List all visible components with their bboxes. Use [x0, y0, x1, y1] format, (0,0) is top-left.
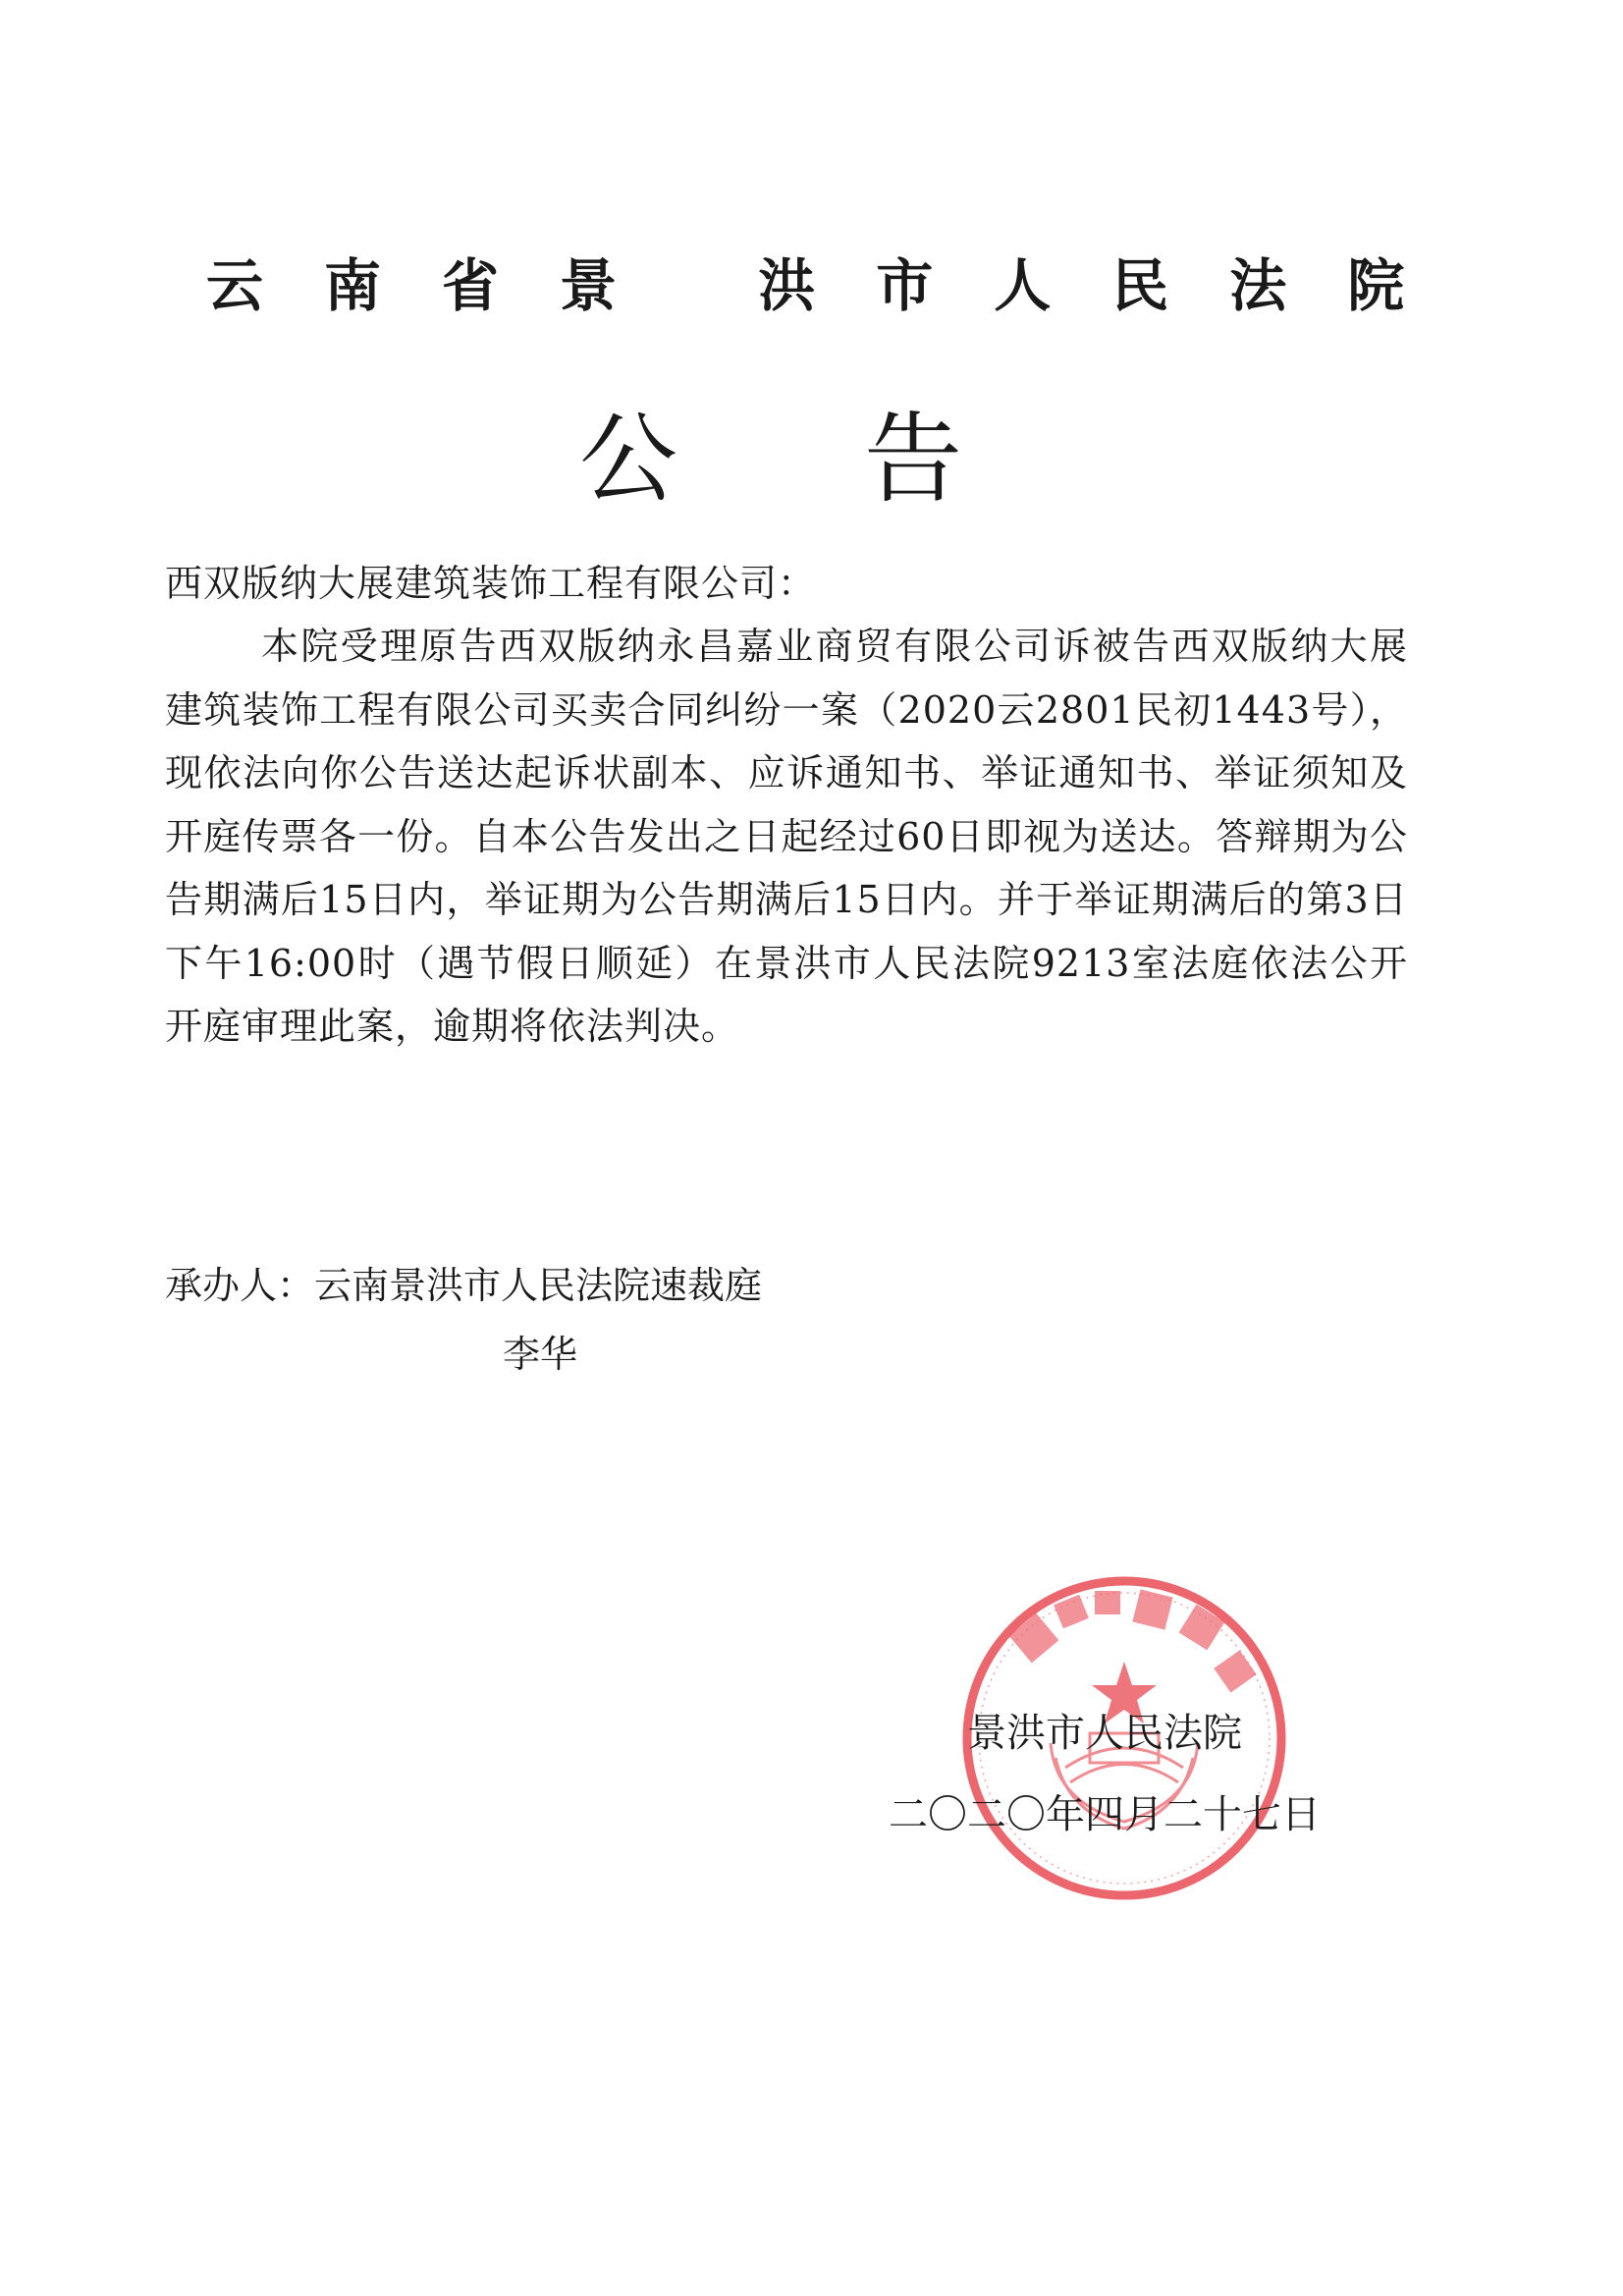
handler-name: 李华 [503, 1333, 578, 1376]
addressee: 西双版纳大展建筑装饰工程有限公司： [165, 562, 817, 605]
notice-title: 公告 [579, 402, 1149, 517]
issue-date: 二〇二〇年四月二十七日 [889, 1792, 1321, 1837]
notice-body: 本院受理原告西双版纳永昌嘉业商贸有限公司诉被告西双版纳大展建筑装饰工程有限公司买卖合同纠纷一案（2020云2801民初1443号），现依法向你公告送达起诉状副本、应诉通知书、举证通知书、举证须知及开庭传票各一份。自本公告发出之日起经过60日即视为送达。答辩期为公告期满后15日内，举证期为公告期满后15日内。并于举证期满后的第3日下午16:00时（遇节假日顺延）在景洪市人民法院9213室法庭依法公开开庭审理此案，逾期将依法判决。 [165, 625, 1408, 1048]
court-name-heading: 云南省景 洪市人民法院 [206, 252, 1466, 319]
handler-line: 承办人：云南景洪市人民法院速裁庭 [165, 1264, 763, 1307]
issuing-court: 景洪市人民法院 [967, 1711, 1242, 1756]
